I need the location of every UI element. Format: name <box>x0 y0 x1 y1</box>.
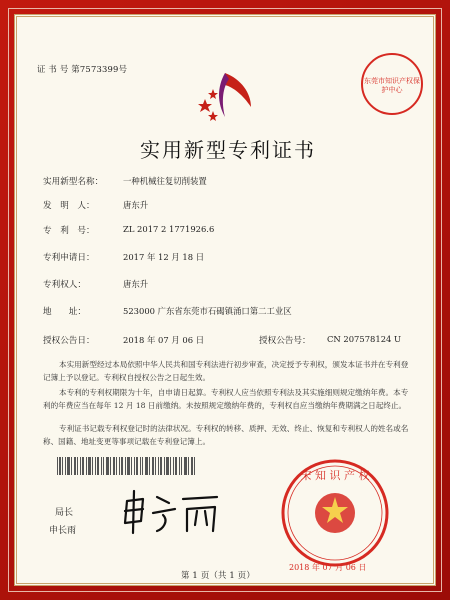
filing-date-value: 2017 年 12 月 18 日 <box>123 252 205 262</box>
official-title: 局长 <box>55 508 74 518</box>
grant-date-label: 授权公告日： <box>43 336 95 346</box>
inventor-value: 唐东升 <box>123 200 149 210</box>
grant-number-value: CN 207578124 U <box>327 334 402 344</box>
utility-model-name-label: 实用新型名称： <box>43 177 104 187</box>
patent-office-logo <box>195 69 255 125</box>
patent-number-label: 专 利 号： <box>43 226 95 236</box>
svg-text:宋 知 识 产 权: 宋 知 识 产 权 <box>300 469 370 482</box>
protection-center-stamp <box>361 53 423 115</box>
inventor-label: 发 明 人： <box>43 201 95 211</box>
seal-date: 2018 年 07 月 06 日 <box>289 563 367 572</box>
grant-number-label: 授权公告号： <box>259 336 311 346</box>
official-name: 申长雨 <box>49 526 77 536</box>
utility-model-name-value: 一种机械往复切削装置 <box>123 176 207 186</box>
certificate-number: 证 书 号 第7573399号 <box>37 64 128 74</box>
patentee-value: 唐东升 <box>123 279 149 289</box>
patentee-label: 专利权人： <box>43 280 86 290</box>
stamp-text: 东莞市知识产权保护中心 <box>364 77 420 94</box>
certificate-title: 实用新型专利证书 <box>140 138 316 162</box>
address-value: 523000 广东省东莞市石碣镇涌口第二工业区 <box>123 306 292 316</box>
director-signature <box>117 487 227 537</box>
address-label: 地 址： <box>43 307 86 317</box>
official-seal <box>279 457 391 569</box>
grant-date-value: 2018 年 07 月 06 日 <box>123 335 205 345</box>
patent-number-value: ZL 2017 2 1771926.6 <box>123 224 215 234</box>
certificate-paper <box>14 14 436 586</box>
barcode <box>57 457 195 475</box>
page-indicator: 第 1 页（共 1 页） <box>181 570 255 580</box>
paragraph-3: 专利证书记载专利权登记时的法律状况。专利权的转移、质押、无效、终止、恢复和专利权人的姓名或名称、国籍、地址变更等事项记载在专利登记簿上。 <box>43 424 409 446</box>
filing-date-label: 专利申请日： <box>43 253 95 263</box>
paragraph-1: 本实用新型经过本局依照中华人民共和国专利法进行初步审查，决定授予专利权，颁发本证书并在专利登记簿上予以登记。专利权自授权公告之日起生效。 <box>43 360 409 382</box>
paragraph-2: 本专利的专利权期限为十年，自申请日起算。专利权人应当依照专利法及其实施细则规定缴纳年费。本专利的年费应当在每年 12 月 18 日前缴纳。未按照规定缴纳年费的，专利权自应当缴纳年费期满之日起终止。 <box>43 388 409 410</box>
